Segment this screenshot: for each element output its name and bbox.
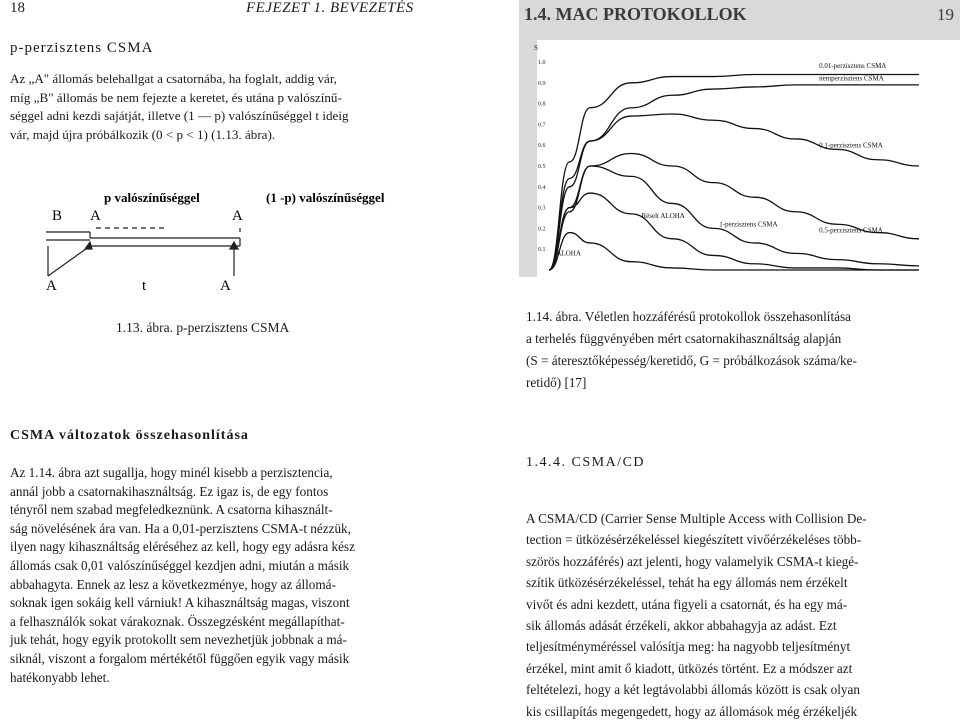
y-tick-label: 0.6 <box>538 143 546 150</box>
paragraph-line: tényről nem szabad megfeledkeznünk. A csatorna kihasznált- <box>10 502 333 518</box>
paragraph-line: kis csillapítás megengedett, hogy az állomások még érzékeljék <box>526 703 858 719</box>
mark-A-top-2: A <box>232 208 243 224</box>
csma-cd-paragraph <box>526 508 956 722</box>
y-tick-label: 0.1 <box>538 247 546 254</box>
paragraph-line: vivőt és adni kezdett, utána figyeli a csatornát, és ha egy má- <box>526 596 848 612</box>
paragraph-line: ság növelésének ára van. Ha a 0,01-perzisztens CSMA-t nézzük, <box>10 520 351 536</box>
section-title-csma-comparison: CSMA változatok összehasonlítása <box>10 428 249 443</box>
series-label: 0.1-perzisztens CSMA <box>819 141 883 150</box>
paragraph-line: míg „B" állomás be nem fejezte a keretet, és utána p valószínű- <box>10 89 342 105</box>
figure-p-persistent-timing <box>44 186 444 294</box>
paragraph-line: feltételezi, hogy a két legtávolabbi állomás között is csak olyan <box>526 682 860 698</box>
mark-A-bottom-2: A <box>220 278 231 294</box>
y-tick-label: 0.5 <box>538 164 546 170</box>
intro-paragraph <box>10 70 504 144</box>
paragraph-line: a felhasználók sokat várakoznak. Összegzésként megállapíthat- <box>10 613 345 629</box>
plot-area <box>537 40 960 277</box>
caption-line: (S = áteresztőképesség/keretidő, G = próbálkozások száma/ke- <box>526 353 857 368</box>
paragraph-line: Az 1.14. ábra azt sugallja, hogy minél kisebb a perzisztencia, <box>10 465 333 480</box>
caption-line: retidő) [17] <box>526 375 587 390</box>
chapter-title: FEJEZET 1. BEVEZETÉS <box>246 0 414 16</box>
series-label: 1-perzisztens CSMA <box>719 220 778 229</box>
paragraph-line: abbahagyta. Ennek az lesz a következménye, hogy az állomá- <box>10 576 336 592</box>
mark-B: B <box>52 208 63 224</box>
paragraph-line: érzékel, mint amit ő kiadott, ütközés történt. Ez a módszer azt <box>526 660 853 676</box>
caption-line: 1.14. ábra. Véletlen hozzáférésű protokollok összehasonlítása <box>526 309 851 324</box>
label-1-minus-p-probability: (1 -p) valószínűséggel <box>266 190 385 205</box>
paragraph-line: sik állomás adását érzékeli, akkor abbahagyja az adást. Ezt <box>526 618 837 634</box>
y-tick-label: 0.4 <box>538 184 546 191</box>
series-label: 0.5-perzisztens CSMA <box>819 226 883 235</box>
y-tick-label: 0.7 <box>538 122 546 129</box>
paragraph-line: állomás csak 0,01 valószínűséggel kezdjen adni, miután a másik <box>10 557 350 573</box>
figure-caption-1-14 <box>526 306 956 394</box>
arrow-up-1 <box>48 242 92 276</box>
y-tick-label: 0.3 <box>538 205 546 212</box>
paragraph-line: A CSMA/CD (Carrier Sense Multiple Access with Collision De- <box>526 511 867 526</box>
page-number-right: 19 <box>937 5 954 24</box>
mark-t: t <box>142 278 147 294</box>
page-number-left: 18 <box>10 0 25 16</box>
figure-throughput-chart <box>519 0 960 277</box>
mark-A-bottom-1: A <box>46 278 57 294</box>
label-p-probability: p valószínűséggel <box>104 190 200 205</box>
caption-line: a terhelés függvényében mért csatornakihasználtság alapján <box>526 331 842 346</box>
paragraph-line: soknak igen sokáig kell várniuk! A kihasználtság magas, viszont <box>10 595 350 611</box>
series-label: 0.01-perzisztens CSMA <box>819 62 887 71</box>
series-label: ALOHA <box>556 249 581 258</box>
paragraph-line: tection = ütközésérzékeléssel kiegészített vivőérzékeléses több- <box>526 532 862 548</box>
timing-signal <box>46 228 240 246</box>
series-label: nemperzisztens CSMA <box>819 74 884 83</box>
series-label: Réselt ALOHA <box>641 212 685 220</box>
paragraph-line: séggel adni kezdi sajátját, illetve (1 — p) valószínűséggel t ideig <box>10 108 349 124</box>
paragraph-line: szítik ütközésérzékeléssel, tehát ha egy állomás nem érzékelt <box>526 575 848 591</box>
section-title-csma-cd: 1.4.4. CSMA/CD <box>526 455 646 470</box>
y-tick-label: 0.8 <box>538 101 546 108</box>
paragraph-line: hatékonyabb lehet. <box>10 669 110 685</box>
paragraph-line: siknál, viszont a forgalom mértékétől függően egyik vagy másik <box>10 650 350 666</box>
paragraph-line: annál jobb a csatornakihasználtság. Ez igaz is, de egy fontos <box>10 483 329 499</box>
y-tick-label: 0.9 <box>538 80 546 87</box>
comparison-paragraph <box>10 464 502 687</box>
y-tick-label: 0.2 <box>538 226 546 233</box>
arrow-up-2 <box>230 242 238 276</box>
figure-caption-1-13: 1.13. ábra. p-perzisztens CSMA <box>116 320 290 335</box>
right-page-header: 1.4. MAC PROTOKOLLOK <box>524 4 747 24</box>
paragraph-line: Az „A" állomás belehallgat a csatornába, ha foglalt, addig vár, <box>10 71 337 86</box>
paragraph-line: juk tehát, hogy egyik protokollt sem nevezhetjük jobbnak a má- <box>10 632 347 648</box>
paragraph-line: vár, majd újra próbálkozik (0 < p < 1) (1.13. ábra). <box>10 126 276 142</box>
paragraph-line: ilyen nagy kihasználtság eléréséhez az kell, hogy egy adásra kész <box>10 539 355 555</box>
paragraph-line: szörös hozzáférés) azt jelenti, hogy valamelyik CSMA-t kiegé- <box>526 553 859 569</box>
y-tick-label: 1.0 <box>538 60 546 66</box>
paragraph-line: teljesítményméréssel valósítja meg: ha nagyobb teljesítményt <box>526 639 851 655</box>
section-title-p-persistent: p-perzisztens CSMA <box>10 40 154 56</box>
mark-A-top-1: A <box>90 208 101 224</box>
y-axis-label: S <box>534 44 538 52</box>
